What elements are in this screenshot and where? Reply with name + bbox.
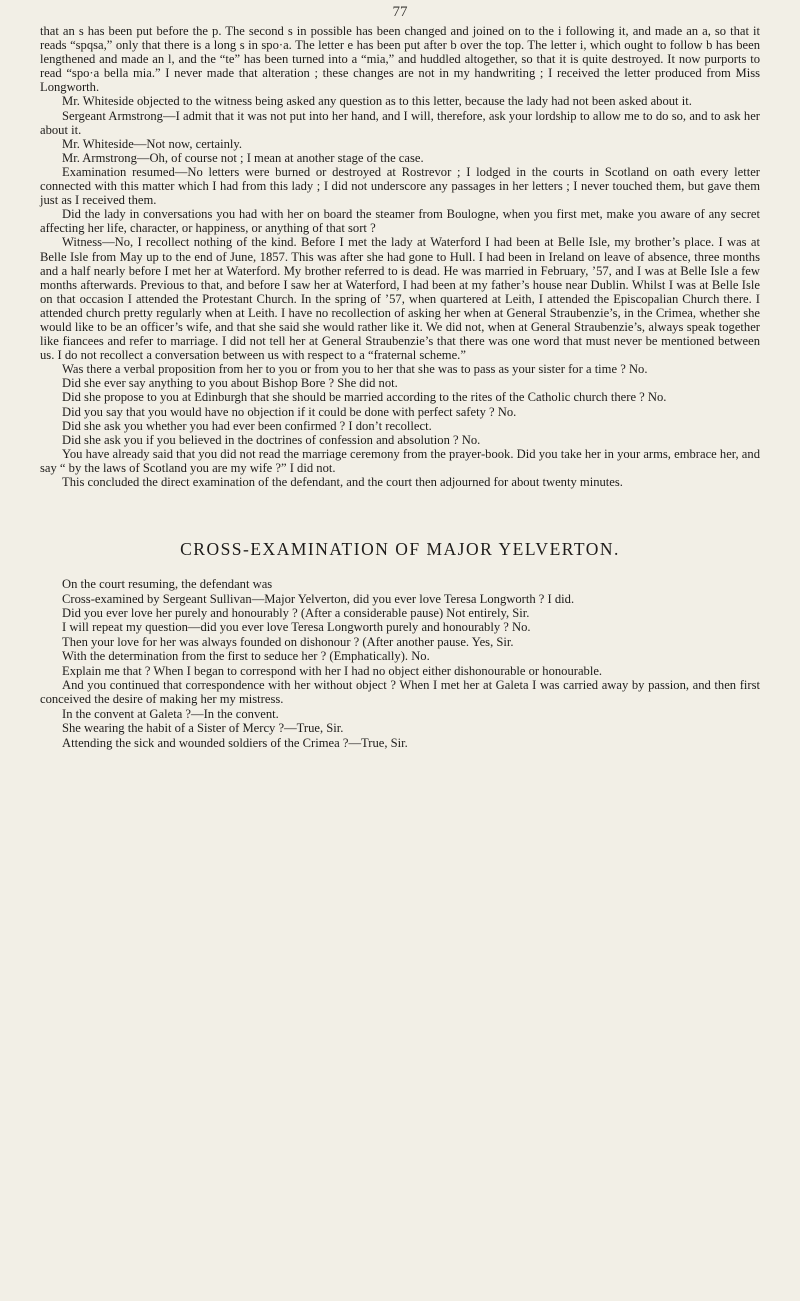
paragraph: Explain me that ? When I began to correspond with her I had no object either dishonourable or honourable. [62,663,603,678]
paragraph: Examination resumed—No letters were burned or destroyed at Rostrevor ; I lodged in the courts in Scotland on oath every letter connected with this matter which I had from this lady ; I did not underscore any passages in her letters ; I never touched them, but gave them just as I received them. [40,164,760,208]
paragraph: You have already said that you did not read the marriage ceremony from the prayer-book. Did you take her in your arms, embrace her, and say “ by the laws of Scotland you are my wife ?” I did not. [40,446,760,475]
paragraph: Cross-examined by Sergeant Sullivan—Major Yelverton, did you ever love Teresa Longworth ? I did. [62,591,575,606]
paragraph: Did the lady in conversations you had with her on board the steamer from Boulogne, when you first met, make you aware of any secret affecting her life, character, or happiness, or anything of that sort ? [40,207,760,236]
paragraph: that an s has been put before the p. The second s in possible has been changed and joined on to the i following it, and made an a, so that it reads “spqsa,” only that there is a long s in spo·a. The letter e has been put after b over the top. The letter i, which ought to follow b has been lengthened and made an l, and the “te” has been turned into a “mia,” and huddled altogether, so that it is quite destroyed. It now purports to read “spo·a bella mia.” I never made that alteration ; these changes are not in my handwriting ; I received the letter produced from Miss Longworth. [40,24,760,95]
paragraph: Mr. Armstrong—Oh, of course not ; I mean at another stage of the case. [62,150,424,165]
paragraph: Attending the sick and wounded soldiers of the Crimea ?—True, Sir. [62,735,408,750]
paragraph: She wearing the habit of a Sister of Mercy ?—True, Sir. [62,721,344,736]
paragraph: Did she propose to you at Edinburgh that she should be married according to the rites of the Catholic church there ? No. [62,390,667,405]
testimony-section [40,24,760,489]
paragraph: Witness—No, I recollect nothing of the kind. Before I met the lady at Waterford I had been at Belle Isle, my brother’s place. I was at Belle Isle from May up to the end of June, 1857. This was after she had gone to Hull. I had been in Ireland on leave of absence, three months and a half nearly before I met her at Waterford. My brother referred to is dead. He was married in February, ’57, and I was at Belle Isle a few months afterwards. Previous to that, and before I saw her at Waterford, I had been at my father’s house near Dublin. Whilst I was at Belle Isle on that occasion I attended the Protestant Church. In the spring of ’57, when quartered at Leith, I attended the Episcopalian Church there. I attended church pretty regularly when at Leith. I have no recollection of asking her when at General Straubenzie’s, in the Crimea, whether she would like to be an officer’s wife, and that she said she would rather like it. We did not, when at General Straubenzie’s, always speak together like fiancees and refer to marriage. I did not tell her at General Straubenzie’s that there was one word that must never be mentioned between us. I do not recollect a conversation between us with respect to a “fraternal scheme.” [40,235,760,363]
paragraph: Did she ever say anything to you about Bishop Bore ? She did not. [62,376,398,391]
paragraph: And you continued that correspondence with her without object ? When I met her at Galeta I was carried away by passion, and then first conceived the desire of making her my mistress. [40,677,760,707]
paragraph: Sergeant Armstrong—I admit that it was not put into her hand, and I will, therefore, ask your lordship to allow me to do so, and to ask her about it. [40,108,760,137]
paragraph: Mr. Whiteside—Not now, certainly. [62,136,243,151]
paragraph: Mr. Whiteside objected to the witness being asked any question as to this letter, because the lady had not been asked about it. [62,94,692,109]
section-heading: CROSS-EXAMINATION OF MAJOR YELVERTON. [180,539,620,560]
paragraph: Was there a verbal proposition from her to you or from you to her that she was to pass as your sister for a time ? No. [62,362,648,377]
page-number: 77 [392,4,408,20]
paragraph: Did she ask you if you believed in the doctrines of confession and absolution ? No. [62,432,481,447]
paragraph: This concluded the direct examination of the defendant, and the court then adjourned for about twenty minutes. [62,475,623,489]
paragraph: In the convent at Galeta ?—In the convent. [62,706,279,721]
paragraph: With the determination from the first to seduce her ? (Emphatically). No. [62,649,430,664]
paragraph: Did she ask you whether you had ever been confirmed ? I don’t recollect. [62,418,432,433]
paragraph: On the court resuming, the defendant was [62,577,273,592]
paragraph: Did you ever love her purely and honourably ? (After a considerable pause) Not entirely, Sir. [62,605,530,620]
paragraph: Then your love for her was always founded on dishonour ? (After another pause. Yes, Sir. [62,634,514,649]
paragraph: I will repeat my question—did you ever love Teresa Longworth purely and honourably ? No. [62,620,531,635]
paragraph: Did you say that you would have no objection if it could be done with perfect safety ? No. [62,404,517,419]
cross-examination-section [40,577,760,750]
